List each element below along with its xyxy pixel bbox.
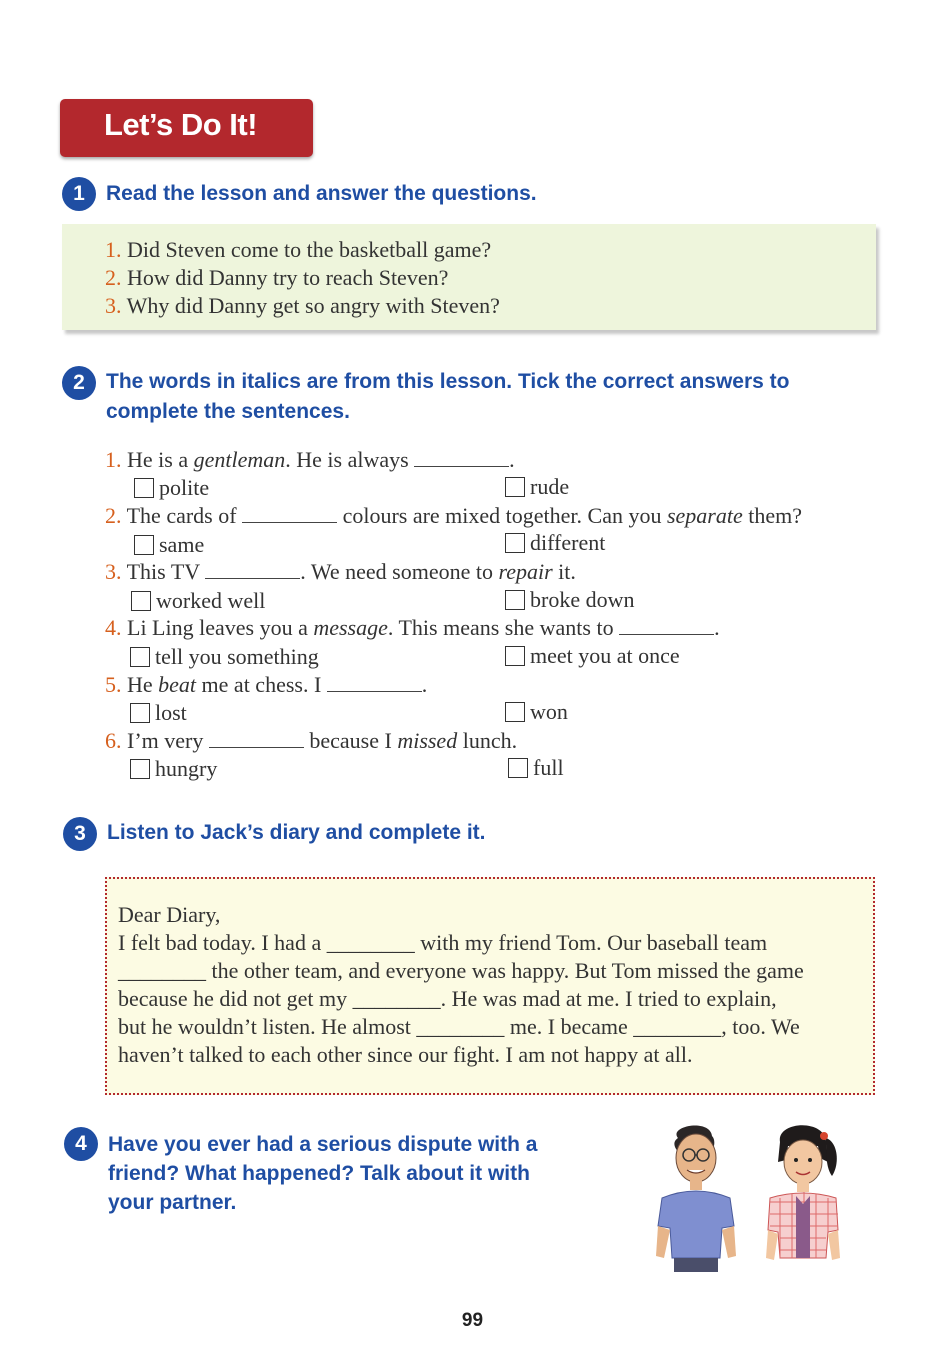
diary-line-2: I felt bad today. I had a ________ with my friend Tom. Our baseball team [118,930,768,955]
exercise-item-4: 4. Li Ling leaves you a message. This means she wants to . [105,615,720,640]
checkbox[interactable] [505,646,525,666]
option-5b[interactable]: won [505,698,568,726]
section-1-title: Read the lesson and answer the questions. [106,182,537,205]
option-4b[interactable]: meet you at once [505,642,680,670]
option-4a[interactable]: tell you something [130,643,319,671]
option-1b[interactable]: rude [505,473,569,501]
section-2-title-line-1: The words in italics are from this lesson. Tick the correct answers to [106,370,790,393]
checkbox[interactable] [505,533,525,553]
option-6b[interactable]: full [508,754,564,782]
boy-illustration [656,1125,736,1272]
option-2a[interactable]: same [134,531,204,559]
exercise-item-1: 1. He is a gentleman. He is always . [105,447,515,472]
page-number: 99 [461,1310,484,1331]
checkbox[interactable] [505,702,525,722]
checkbox[interactable] [505,590,525,610]
checkbox[interactable] [131,591,151,611]
option-6a[interactable]: hungry [130,755,217,783]
answer-blank [209,729,304,748]
answer-blank [242,504,337,523]
section-3-number: 3 [63,817,97,851]
diary-line-3: ________ the other team, and everyone was happy. But Tom missed the game [118,958,804,983]
question-2: 2. How did Danny try to reach Steven? [105,265,449,290]
option-2b[interactable]: different [505,529,605,557]
banner-title: Let’s Do It! [104,107,258,142]
diary-line-1: Dear Diary, [118,902,221,927]
exercise-item-2: 2. The cards of colours are mixed together. Can you separate them? [105,503,803,528]
exercise-item-3: 3. This TV . We need someone to repair it. [105,559,576,584]
answer-blank [619,616,714,635]
checkbox[interactable] [505,477,525,497]
diary-line-5: but he wouldn’t listen. He almost ________ me. I became ________, too. We [118,1014,800,1039]
checkbox[interactable] [508,758,528,778]
exercise-item-6: 6. I’m very because I missed lunch. [105,728,518,753]
option-1a[interactable]: polite [134,474,209,502]
girl-illustration [766,1125,840,1260]
section-4-title-line-1: Have you ever had a serious dispute with a [108,1133,538,1156]
section-2-title-line-2: complete the sentences. [106,400,350,423]
answer-blank [205,560,300,579]
diary-line-6: haven’t talked to each other since our fight. I am not happy at all. [118,1042,693,1067]
checkbox[interactable] [130,759,150,779]
checkbox[interactable] [130,703,150,723]
option-3b[interactable]: broke down [505,586,634,614]
question-3: 3. Why did Danny get so angry with Steven? [105,293,500,318]
checkbox[interactable] [134,535,154,555]
checkbox[interactable] [130,647,150,667]
checkbox[interactable] [134,478,154,498]
question-1: 1. Did Steven come to the basketball game? [105,237,492,262]
section-2-number: 2 [62,366,96,400]
lets-do-it-banner [60,99,313,157]
answer-blank [414,448,509,467]
two-kids-illustration [640,1118,850,1278]
section-3-title: Listen to Jack’s diary and complete it. [107,821,486,844]
section-4-title-line-3: your partner. [108,1191,237,1214]
section-1-number: 1 [62,177,96,211]
option-5a[interactable]: lost [130,699,187,727]
diary-line-4: because he did not get my ________. He was mad at me. I tried to explain, [118,986,777,1011]
answer-blank [327,673,422,692]
exercise-item-5: 5. He beat me at chess. I . [105,672,428,697]
section-4-title-line-2: friend? What happened? Talk about it with [108,1162,530,1185]
section-4-number: 4 [64,1127,98,1161]
option-3a[interactable]: worked well [131,587,265,615]
